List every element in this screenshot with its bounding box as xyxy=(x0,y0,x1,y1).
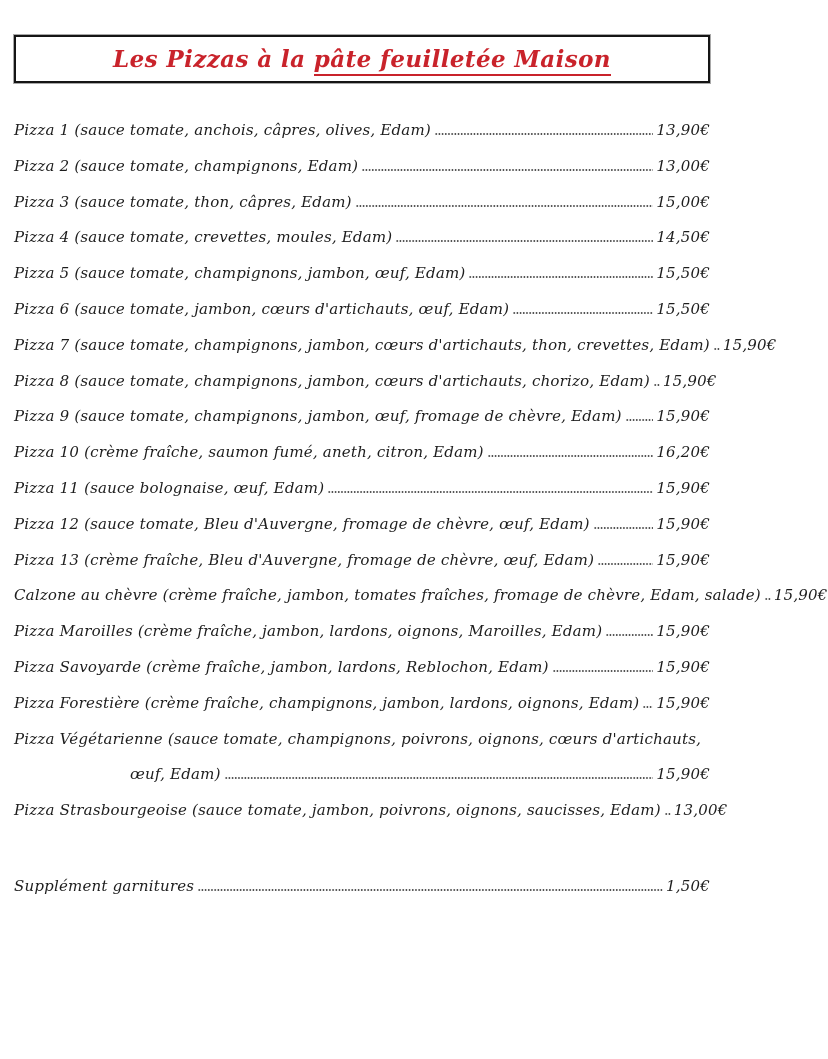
menu-item-description: (sauce tomate, anchois, câpres, olives, Edam) xyxy=(74,121,431,139)
menu-item-price: 15,90€ xyxy=(656,693,710,712)
menu-item-name: Pizza 2 xyxy=(14,156,70,175)
menu-item-price: 15,90€ xyxy=(656,514,710,533)
menu-item-price: 15,00€ xyxy=(656,192,710,211)
menu-item-price: 15,90€ xyxy=(656,550,710,569)
menu-item-text xyxy=(14,292,509,328)
menu-item-price: 13,00€ xyxy=(673,801,728,820)
menu-item-description: (sauce bolognaise, œuf, Edam) xyxy=(84,478,325,497)
dotted-leader xyxy=(225,777,654,779)
menu-item-text xyxy=(14,471,324,507)
menu-item-description: (crème fraîche, saumon fumé, aneth, citron, Edam) xyxy=(84,443,484,462)
menu-item-row xyxy=(14,543,710,579)
menu-item-description: (sauce tomate, champignons, jambon, cœurs d'artichauts, chorizo, Edam) xyxy=(74,371,650,390)
page-title xyxy=(113,46,611,73)
dotted-leader xyxy=(435,133,653,135)
supplement-label: Supplément garnitures xyxy=(14,876,195,895)
menu-item-price: 15,50€ xyxy=(656,299,710,318)
menu-item-name: Pizza Végétarienne xyxy=(14,729,163,748)
menu-item-description: (crème fraîche, champignons, jambon, lardons, oignons, Edam) xyxy=(144,693,640,712)
menu-item-text xyxy=(14,113,431,149)
menu-item-text xyxy=(14,399,622,435)
dotted-leader xyxy=(362,169,653,171)
menu-item-description: (crème fraîche, jambon, lardons, oignons, Maroilles, Edam) xyxy=(137,622,603,641)
menu-item-name: Pizza 3 xyxy=(14,192,70,211)
dotted-leader xyxy=(328,491,653,493)
menu-list xyxy=(14,113,828,829)
menu-item-name: Pizza 13 xyxy=(14,550,80,569)
menu-item-price: 15,90€ xyxy=(662,371,717,390)
menu-item-description: (sauce tomate, crevettes, moules, Edam) xyxy=(74,228,393,247)
menu-item-row xyxy=(14,793,728,829)
menu-item-row xyxy=(14,650,710,686)
menu-item-row xyxy=(14,364,717,400)
menu-item-text xyxy=(14,256,465,292)
menu-item-row xyxy=(14,722,710,758)
menu-item-price: 15,90€ xyxy=(773,586,828,605)
menu-item-text xyxy=(14,793,661,829)
menu-item-row xyxy=(14,220,710,256)
dotted-leader xyxy=(594,527,654,529)
dotted-leader xyxy=(553,670,654,672)
dotted-leader xyxy=(765,598,771,600)
menu-item-text xyxy=(14,578,761,614)
menu-item-description: (sauce tomate, champignons, jambon, œuf, Edam) xyxy=(74,264,466,283)
menu-item-row xyxy=(14,328,777,364)
dotted-leader xyxy=(469,276,653,278)
menu-item-text xyxy=(14,650,549,686)
menu-item-price: 15,90€ xyxy=(656,478,710,497)
dotted-leader xyxy=(626,419,654,421)
menu-item-text xyxy=(14,220,392,256)
menu-item-name: Pizza 10 xyxy=(14,443,80,462)
menu-item-description: (sauce tomate, jambon, cœurs d'artichauts, œuf, Edam) xyxy=(74,299,510,318)
menu-item-text xyxy=(14,543,594,579)
menu-item-price: 13,00€ xyxy=(656,156,710,175)
menu-item-name: Pizza 5 xyxy=(14,264,70,283)
menu-item-row xyxy=(14,113,710,149)
menu-item-name: Pizza Maroilles xyxy=(14,622,133,641)
menu-item-price: 15,90€ xyxy=(656,622,710,641)
menu-item-price: 15,50€ xyxy=(656,264,710,283)
dotted-leader xyxy=(356,205,654,207)
menu-item-row xyxy=(14,185,710,221)
dotted-leader xyxy=(488,455,654,457)
title-box xyxy=(14,35,710,83)
menu-item-description: (sauce tomate, Bleu d'Auvergne, fromage de chèvre, œuf, Edam) xyxy=(84,514,590,533)
menu-item-text xyxy=(14,686,639,722)
menu-item-name: Calzone au chèvre xyxy=(14,586,158,605)
dotted-leader xyxy=(665,813,671,815)
menu-item-row xyxy=(14,578,828,614)
title-underlined-text: pâte feuilletée Maison xyxy=(314,46,611,76)
menu-item-price: 15,90€ xyxy=(656,657,710,676)
supplement-row xyxy=(14,869,710,905)
menu-item-description: (sauce tomate, champignons, jambon, cœurs d'artichauts, thon, crevettes, Edam) xyxy=(74,335,710,354)
menu-item-text xyxy=(14,185,352,221)
menu-item-row-continuation xyxy=(14,757,710,793)
menu-item-name: Pizza Forestière xyxy=(14,693,140,712)
menu-item-description-continued: œuf, Edam) xyxy=(130,765,221,784)
menu-item-description: (sauce tomate, champignons, jambon, œuf, fromage de chèvre, Edam) xyxy=(74,407,622,426)
menu-item-name: Pizza 7 xyxy=(14,335,70,354)
menu-item-description: (crème fraîche, jambon, lardons, Reblochon, Edam) xyxy=(146,657,549,676)
menu-item-name: Pizza Strasbourgeoise xyxy=(14,801,188,820)
menu-item-row xyxy=(14,292,710,328)
menu-item-name: Pizza 9 xyxy=(14,407,70,426)
menu-item-text xyxy=(14,722,701,758)
menu-item-price: 14,50€ xyxy=(656,228,710,247)
menu-item-row xyxy=(14,256,710,292)
menu-item-price: 16,20€ xyxy=(656,443,710,462)
menu-item-text xyxy=(14,328,710,364)
menu-item-text xyxy=(14,507,590,543)
menu-item-price: 13,90€ xyxy=(656,121,710,139)
menu-item-price: 15,90€ xyxy=(656,407,710,426)
menu-item-description: (crème fraîche, Bleu d'Auvergne, fromage de chèvre, œuf, Edam) xyxy=(84,550,595,569)
menu-item-row xyxy=(14,149,710,185)
menu-item-price: 15,90€ xyxy=(656,765,710,784)
menu-item-name: Pizza Savoyarde xyxy=(14,657,142,676)
menu-item-text xyxy=(14,149,358,185)
menu-item-name: Pizza 1 xyxy=(14,121,70,139)
menu-item-row xyxy=(14,435,710,471)
dotted-leader xyxy=(396,240,653,242)
menu-item-row xyxy=(14,686,710,722)
menu-item-text xyxy=(14,435,484,471)
menu-item-price: 15,90€ xyxy=(722,335,777,354)
menu-item-description: (sauce tomate, thon, câpres, Edam) xyxy=(74,192,352,211)
menu-item-description: (sauce tomate, champignons, poivrons, oignons, cœurs d'artichauts, xyxy=(167,729,702,748)
dotted-leader xyxy=(513,312,653,314)
dotted-leader xyxy=(714,348,720,350)
menu-item-row xyxy=(14,471,710,507)
menu-item-text xyxy=(14,364,650,400)
menu-item-row xyxy=(14,399,710,435)
menu-item-row xyxy=(14,614,710,650)
menu-item-name: Pizza 8 xyxy=(14,371,70,390)
title-lead-text: Les Pizzas à la xyxy=(113,45,314,73)
menu-item-description: (sauce tomate, jambon, poivrons, oignons, saucisses, Edam) xyxy=(192,801,661,820)
menu-item-description: (sauce tomate, champignons, Edam) xyxy=(74,156,359,175)
menu-item-text xyxy=(14,614,602,650)
menu-item-name: Pizza 12 xyxy=(14,514,80,533)
dotted-leader xyxy=(598,563,653,565)
menu-page xyxy=(0,35,828,1059)
supplement-price: 1,50€ xyxy=(666,876,710,895)
menu-item-row xyxy=(14,507,710,543)
menu-item-name: Pizza 6 xyxy=(14,299,70,318)
menu-item-name: Pizza 11 xyxy=(14,478,80,497)
menu-item-name: Pizza 4 xyxy=(14,228,70,247)
dotted-leader xyxy=(643,706,653,708)
menu-item-description: (crème fraîche, jambon, tomates fraîches, fromage de chèvre, Edam, salade) xyxy=(162,586,761,605)
dotted-leader xyxy=(654,384,660,386)
dotted-leader xyxy=(606,634,653,636)
dotted-leader xyxy=(198,889,663,891)
